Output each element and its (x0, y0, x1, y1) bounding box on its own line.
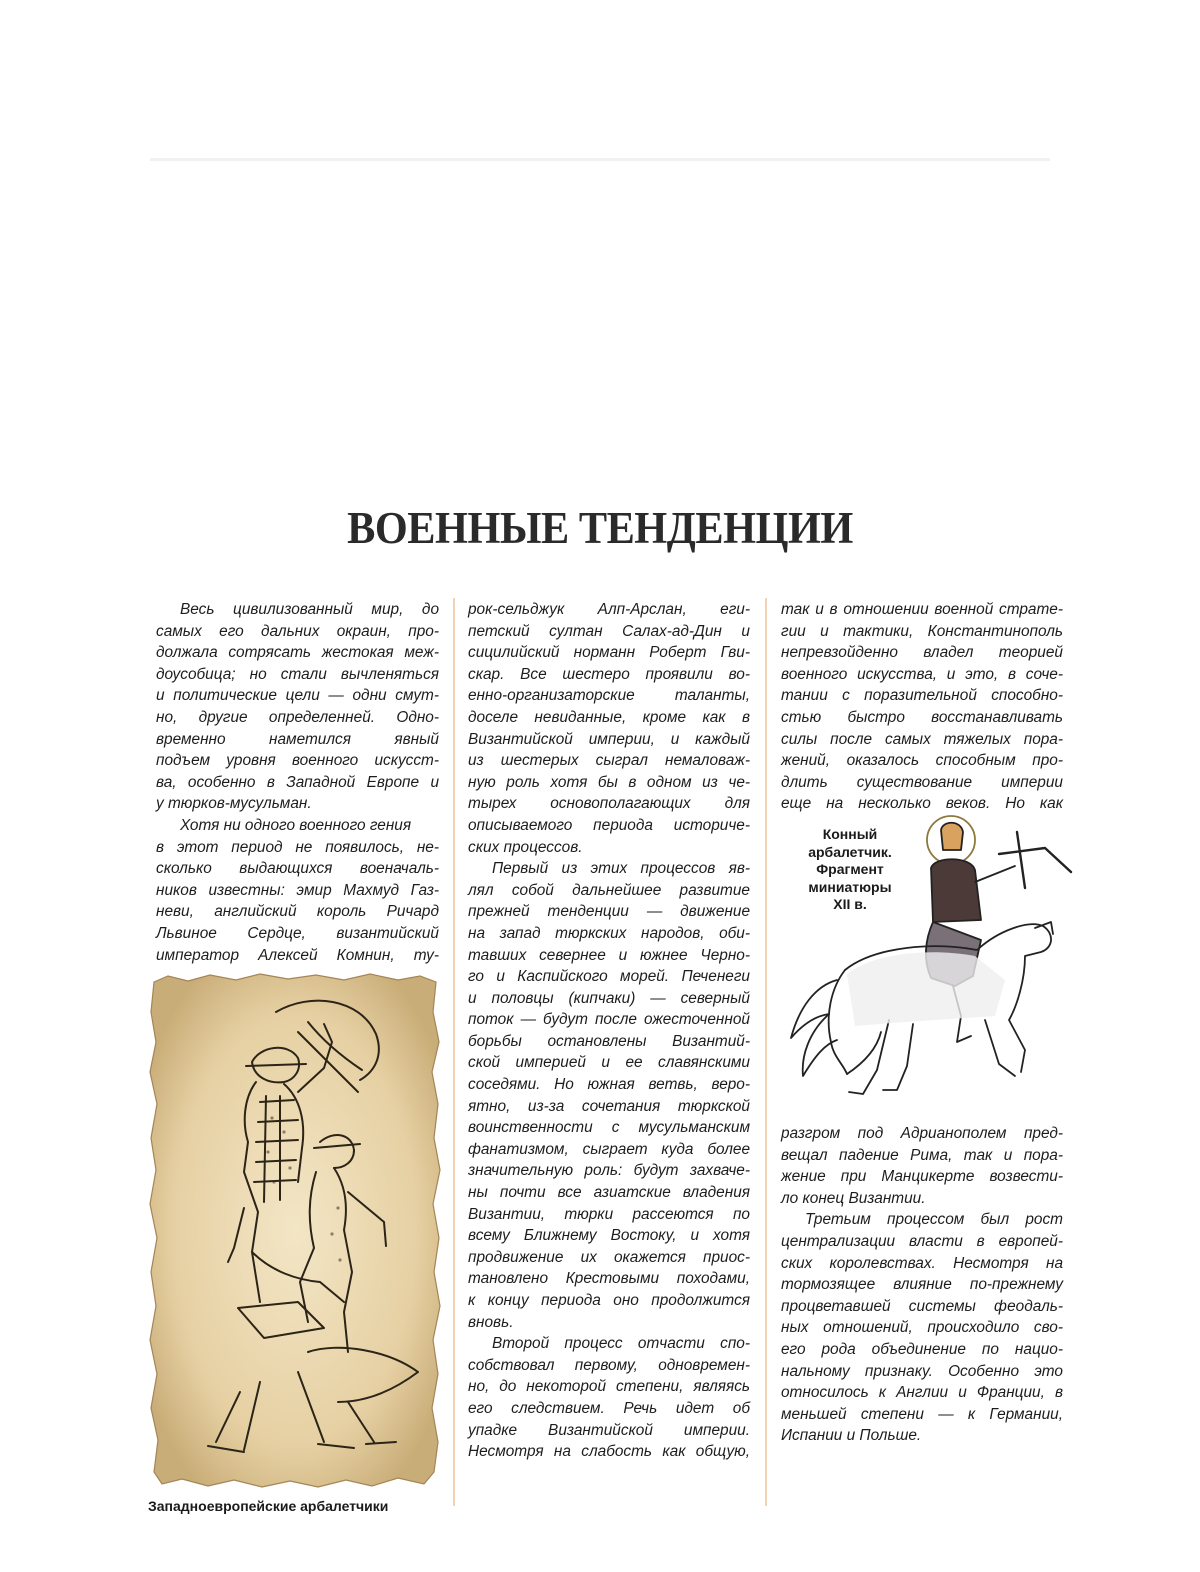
text-line: тырех основополагающих для (468, 795, 750, 813)
crossbowmen-figure (148, 972, 442, 1491)
text-line: подъем уровня военного искусст- (156, 752, 439, 770)
figure-caption-left: Западноевропейские арбалетчики (148, 1498, 389, 1514)
caption-line: XII в. (833, 896, 867, 912)
text-line: военного искусства, и это, в соче- (781, 665, 1063, 683)
text-line: силы после самых тяжелых пора- (781, 730, 1063, 748)
column-2 (468, 599, 750, 1463)
text-line: значительную роль: будут захваче- (468, 1162, 750, 1180)
text-line: Хотя ни одного военного гения (180, 816, 412, 834)
text-line: доселе невиданные, кроме как в (468, 708, 750, 726)
text-line: Третьим процессом был рост (805, 1211, 1063, 1229)
text-line: поток — будут после ожесточенной (468, 1011, 750, 1029)
text-line: борьбы остановлены Византий- (468, 1032, 750, 1050)
text-line: воинственности с мусульманским (468, 1119, 750, 1137)
text-line: император Алексей Комнин, ту- (156, 946, 439, 964)
text-line: жение при Манцикерте возвести- (781, 1168, 1063, 1186)
text-line: так и в отношении военной страте- (781, 601, 1063, 618)
page-title: ВОЕННЫЕ ТЕНДЕНЦИИ (347, 503, 853, 553)
text-line: нальному признаку. Особенно это (781, 1362, 1063, 1380)
text-line: и политические цели — одни смут- (156, 687, 439, 705)
caption-line: миниатюры (808, 878, 892, 895)
text-line: к концу периода оно продолжится (468, 1292, 750, 1309)
text-line: ских процессов. (468, 838, 583, 856)
text-line: сколько выдающихся военачаль- (156, 860, 439, 878)
text-line: еще на несколько веков. Но как (781, 795, 1063, 813)
text-line: должала сотрясать жестокая меж- (156, 644, 439, 662)
text-line: относилось к Англии и Франции, в (781, 1384, 1063, 1402)
column-rule (765, 598, 767, 1506)
text-line: Несмотря на слабость как общую, (468, 1443, 750, 1461)
text-line: его следствием. Речь идет об (468, 1399, 750, 1417)
text-line: тормозящее влияние по-прежнему (781, 1276, 1063, 1294)
text-line: разгром под Адрианополем пред- (781, 1125, 1063, 1142)
text-line: собствовал первому, одновремен- (468, 1356, 750, 1374)
text-line: ны почти все азиатские владения (468, 1184, 750, 1202)
column-3-bottom (781, 1123, 1063, 1447)
text-line: ятно, из-за сочетания тюркской (468, 1097, 750, 1115)
top-rule (150, 158, 1050, 161)
text-line: на запад тюркских народов, оби- (468, 924, 750, 942)
text-line: сицилийский норманн Роберт Гви- (468, 644, 750, 662)
caption-line: арбалетчик. (808, 843, 892, 860)
text-line: ников известны: эмир Махмуд Газ- (156, 881, 439, 899)
text-line: Испании и Польше. (781, 1427, 922, 1445)
text-line: ных отношений, происходило сво- (781, 1319, 1063, 1337)
column-rule (453, 598, 455, 1506)
text-line: Византии, тюрки рассеются по (468, 1205, 750, 1223)
text-line: ва, особенно в Западной Европе и (156, 773, 439, 791)
text-line: тавших севернее и южнее Черно- (468, 946, 750, 964)
text-line: го и Каспийского морей. Печенеги (468, 968, 750, 986)
text-line: временно наметился явный (156, 730, 439, 748)
text-line: его рода объединение по нацио- (781, 1340, 1063, 1358)
text-line: упадке Византийской империи. (468, 1421, 750, 1439)
text-line: в этот период не появилось, не- (156, 838, 439, 856)
text-line: непревзойденно владел теорией (781, 644, 1063, 662)
text-line: прежней тенденции — движение (468, 903, 750, 921)
column-3-top (781, 599, 1063, 815)
text-line: Второй процесс отчасти спо- (492, 1335, 750, 1353)
crossbowmen-drawing-icon (148, 972, 442, 1491)
text-line: централизации власти в европей- (781, 1232, 1063, 1250)
column-1 (156, 599, 439, 966)
figure-caption-right (790, 826, 910, 914)
caption-line: Конный (822, 826, 878, 842)
text-line: вещал падение Рима, так и пора- (781, 1146, 1063, 1164)
text-line: стью быстро восстанавливать (781, 708, 1063, 726)
text-line: ских королевствах. Несмотря на (781, 1254, 1063, 1272)
text-line: процветавшей системы феодаль- (781, 1297, 1063, 1315)
text-line: у тюрков-мусульман. (156, 795, 312, 813)
text-line: соседями. Но южная ветвь, веро- (468, 1076, 750, 1094)
text-line: меньшей степени — к Германии, (781, 1405, 1063, 1423)
text-line: Византийской империи, и каждый (468, 730, 750, 748)
text-line: ской империей и ее славянскими (468, 1054, 750, 1072)
text-line: лял собой дальнейшее развитие (468, 881, 750, 899)
text-line: самых его дальних окраин, про- (156, 622, 439, 640)
text-line: гии и тактики, Константинополь (781, 622, 1063, 640)
text-line: длить существование империи (781, 773, 1063, 791)
text-line: рок-сельджук Алп-Арслан, еги- (468, 601, 750, 618)
text-line: ло конец Византии. (781, 1189, 926, 1207)
text-line: но, другие определенней. Одно- (156, 708, 439, 726)
text-line: Весь цивилизованный мир, до (180, 601, 439, 618)
text-line: всему Ближнему Востоку, и хотя (468, 1227, 750, 1245)
text-line: неви, английский король Ричард (156, 903, 439, 921)
text-line: ную роль хотя бы в одном из че- (468, 773, 750, 791)
text-line: фанатизмом, сыграет куда более (468, 1140, 750, 1158)
text-line: енно-организаторские таланты, (468, 687, 750, 705)
text-line: вновь. (468, 1313, 514, 1331)
text-line: описываемого периода историче- (468, 816, 750, 834)
text-line: жений, оказалось способным про- (781, 752, 1063, 770)
text-line: тании с поразительной способно- (781, 687, 1063, 705)
text-line: доусобица; но стали вычленяться (156, 665, 439, 683)
text-line: Львиное Сердце, византийский (156, 924, 439, 942)
text-line: из шестерых сыграл немаловаж- (468, 752, 750, 770)
caption-line: Фрагмент (816, 861, 884, 877)
text-line: Первый из этих процессов яв- (492, 860, 750, 878)
text-line: но, до некоторой степени, являясь (468, 1378, 750, 1396)
text-line: петский султан Салах-ад-Дин и (468, 622, 750, 640)
text-line: тановлено Крестовыми походами, (468, 1270, 750, 1288)
text-line: и половцы (кипчаки) — северный (468, 989, 750, 1007)
text-line: продвижение их окажется приос- (468, 1248, 750, 1266)
text-line: скар. Все шестеро проявили во- (468, 665, 750, 683)
